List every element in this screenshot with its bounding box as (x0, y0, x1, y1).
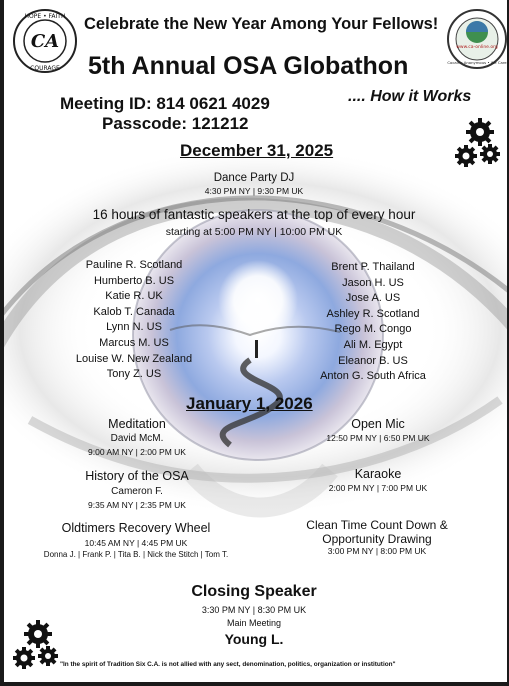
passcode: Passcode: 121212 (102, 114, 249, 133)
january-date: January 1, 2026 (186, 394, 313, 413)
december-date: December 31, 2025 (180, 141, 334, 160)
speaker-name: Louise W. New Zealand (75, 352, 193, 365)
celebrate-headline: Celebrate the New Year Among Your Fellows! (84, 15, 439, 33)
meditation-time: 9:00 AM NY | 2:00 PM UK (88, 447, 186, 457)
speaker-name: Tony Z. US (106, 368, 162, 381)
open-mic-label: Open Mic (351, 417, 405, 431)
speaker-name: Brent P. Thailand (331, 261, 415, 273)
speakers-heading: 16 hours of fantastic speakers at the top of every hour (92, 207, 416, 222)
history-time: 9:35 AM NY | 2:35 PM UK (88, 500, 186, 510)
ca-online-seal (446, 8, 508, 70)
event-title: 5th Annual OSA Globathon (88, 52, 409, 80)
how-it-works: .... How it Works (348, 88, 472, 105)
clean-time-label-2: Opportunity Drawing (322, 532, 432, 546)
speaker-name: Ali M. Egypt (343, 338, 403, 351)
speaker-name: Marcus M. US (99, 336, 169, 349)
left-speaker-list (54, 258, 214, 383)
speaker-name: Pauline R. Scotland (85, 259, 183, 271)
speaker-name: Humberto B. US (93, 274, 175, 287)
speaker-name: Lynn N. US (106, 321, 162, 334)
speaker-name: Anton G. South Africa (320, 370, 426, 383)
history-label: History of the OSA (85, 469, 189, 483)
closing-speaker-name: Young L. (224, 631, 284, 647)
svg-text:Cocaine Anonymous • We Care: Cocaine Anonymous • We Care (447, 60, 507, 65)
gears-icon (12, 618, 62, 674)
speaker-name: Jason H. US (342, 276, 404, 289)
svg-text:www.ca-online.org: www.ca-online.org (456, 45, 498, 50)
karaoke-time: 2:00 PM NY | 7:00 PM UK (328, 483, 428, 493)
right-speaker-list (300, 260, 446, 385)
closing-speaker-time: 3:30 PM NY | 8:30 PM UK (201, 605, 307, 615)
meeting-id: Meeting ID: 814 0621 4029 (60, 94, 270, 113)
clean-time-label-1: Clean Time Count Down & (306, 518, 448, 532)
ca-logo (12, 8, 78, 74)
speakers-start-time: starting at 5:00 PM NY | 10:00 PM UK (165, 226, 343, 238)
speaker-name: Kalob T. Canada (93, 305, 175, 318)
history-host: Cameron F. (111, 486, 163, 497)
meditation-label: Meditation (108, 417, 166, 431)
svg-text:CA: CA (30, 31, 60, 52)
dance-party-time: 4:30 PM NY | 9:30 PM UK (204, 186, 304, 196)
clean-time-time: 3:00 PM NY | 8:00 PM UK (327, 546, 427, 556)
tradition-six-footer: "In the spirit of Tradition Six C.A. is not allied with any sect, denomination, politics, organization or institution" (60, 661, 396, 668)
main-meeting-label: Main Meeting (226, 618, 282, 628)
oldtimers-time: 10:45 AM NY | 4:45 PM UK (84, 538, 188, 548)
speaker-name: Ashley R. Scotland (326, 307, 420, 320)
meditation-host: David McM. (110, 433, 164, 444)
speaker-name: Rego M. Congo (334, 323, 412, 336)
dance-party-label: Dance Party DJ (213, 172, 295, 184)
open-mic-time: 12:50 PM NY | 6:50 PM UK (326, 433, 430, 443)
closing-speaker-label: Closing Speaker (191, 583, 317, 600)
speaker-name: Jose A. US (345, 292, 401, 305)
speaker-name: Eleanor B. US (338, 354, 408, 367)
karaoke-label: Karaoke (354, 467, 402, 481)
svg-text:HOPE • FAITH: HOPE • FAITH (24, 13, 66, 20)
oldtimers-names: Donna J. | Frank P. | Tita B. | Nick the Stitch | Tom T. (43, 550, 229, 559)
svg-text:COURAGE: COURAGE (30, 65, 60, 72)
gears-icon (454, 116, 504, 172)
speaker-name: Katie R. UK (105, 290, 163, 303)
oldtimers-label: Oldtimers Recovery Wheel (61, 521, 211, 535)
